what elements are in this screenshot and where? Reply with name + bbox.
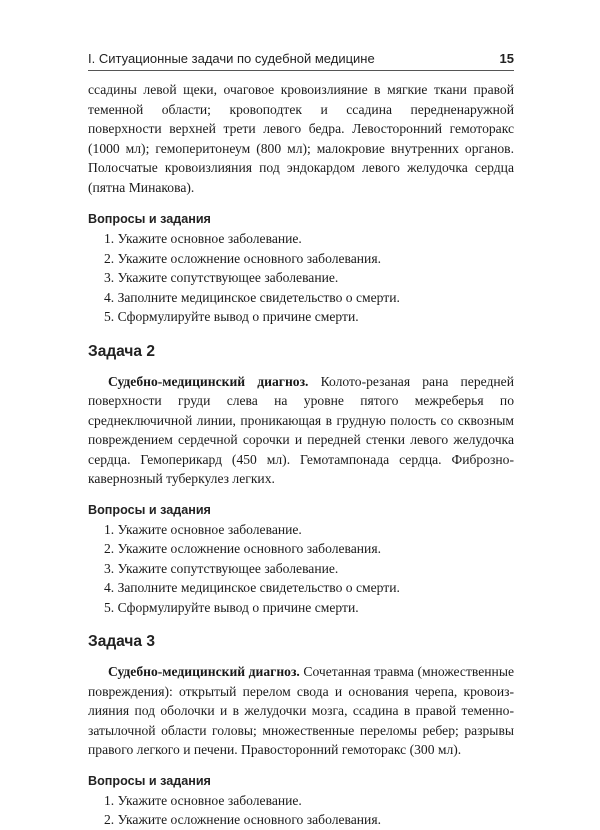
- question-item: 4. Заполните медицинское свидетельство о смерти.: [104, 580, 400, 595]
- header-rule: [88, 70, 514, 71]
- question-item: 5. Сформулируйте вывод о причине смерти.: [104, 309, 359, 324]
- task-2-diagnosis: [88, 372, 514, 489]
- questions-list-2: [88, 520, 514, 618]
- task-3-diagnosis: [88, 662, 514, 760]
- question-item: 3. Укажите сопутствующее заболевание.: [104, 270, 339, 285]
- task-2-diagnosis-text: Колото-резаная рана передней поверхности груди слева на уровне пятого межреберья по среднеключичной линии, проникающая в грудную полость со сквозным повреждением сердечной сорочки и передней стенки левого желудочка сердца. Гемоперикард (450 мл). Гемотампонада сердца. Фиброзно-кавернозный туберкулез легких.: [88, 373, 514, 486]
- question-item: 2. Укажите осложнение основного заболевания.: [104, 541, 381, 556]
- question-item: 1. Укажите основное заболевание.: [104, 792, 302, 808]
- chapter-title: I. Ситуационные задачи по судебной медицине: [88, 51, 375, 66]
- running-header: [88, 51, 514, 66]
- question-item: 1. Укажите основное заболевание.: [104, 231, 302, 246]
- questions-list-3: [88, 791, 514, 830]
- intro-continuation: ссадины левой щеки, очаговое кровоизлияние в мягкие ткани правой теменной области; кровоподтек и ссадина передненаружной поверхности верхней трети левого бедра. Левосторонний гемоторакс (1000 мл); гемоперитонеум (800 мл); малокровие внутренних органов. Полосчатые кровоизлияния под эндокардом левого желудочка сердца (пятна Минакова).: [88, 82, 514, 195]
- questions-heading-1: Вопросы и задания: [88, 212, 211, 226]
- task-2-diagnosis-label: Судебно-медицинский диагноз.: [108, 373, 309, 389]
- page-content: [88, 80, 514, 830]
- question-item: 3. Укажите сопутствующее заболевание.: [104, 560, 339, 576]
- task-3-diagnosis-text: Сочетанная травма (множественные повреждения): открытый перелом свода и основания черепа, кровоизлияния под оболочки и в желудочки мозга, ссадина в правой теменно-затылочной области головы; множественные переломы ребер; разрывы правого легкого и печени. Правосторонний гемоторакс (300 мл).: [88, 664, 514, 757]
- question-item: 2. Укажите осложнение основного заболевания.: [104, 812, 381, 827]
- questions-list-1: [88, 229, 514, 327]
- task-2-title: Задача 2: [88, 342, 155, 360]
- task-3-title: Задача 3: [88, 633, 155, 650]
- question-item: 1. Укажите основное заболевание.: [104, 521, 302, 537]
- questions-heading-2: Вопросы и задания: [88, 502, 211, 517]
- question-item: 4. Заполните медицинское свидетельство о смерти.: [104, 289, 400, 305]
- questions-heading-3: Вопросы и задания: [88, 773, 211, 788]
- question-item: 2. Укажите осложнение основного заболевания.: [104, 250, 381, 266]
- question-item: 5. Сформулируйте вывод о причине смерти.: [104, 599, 359, 615]
- page-number: 15: [499, 51, 514, 66]
- task-3-diagnosis-label: Судебно-медицинский диагноз.: [108, 664, 300, 679]
